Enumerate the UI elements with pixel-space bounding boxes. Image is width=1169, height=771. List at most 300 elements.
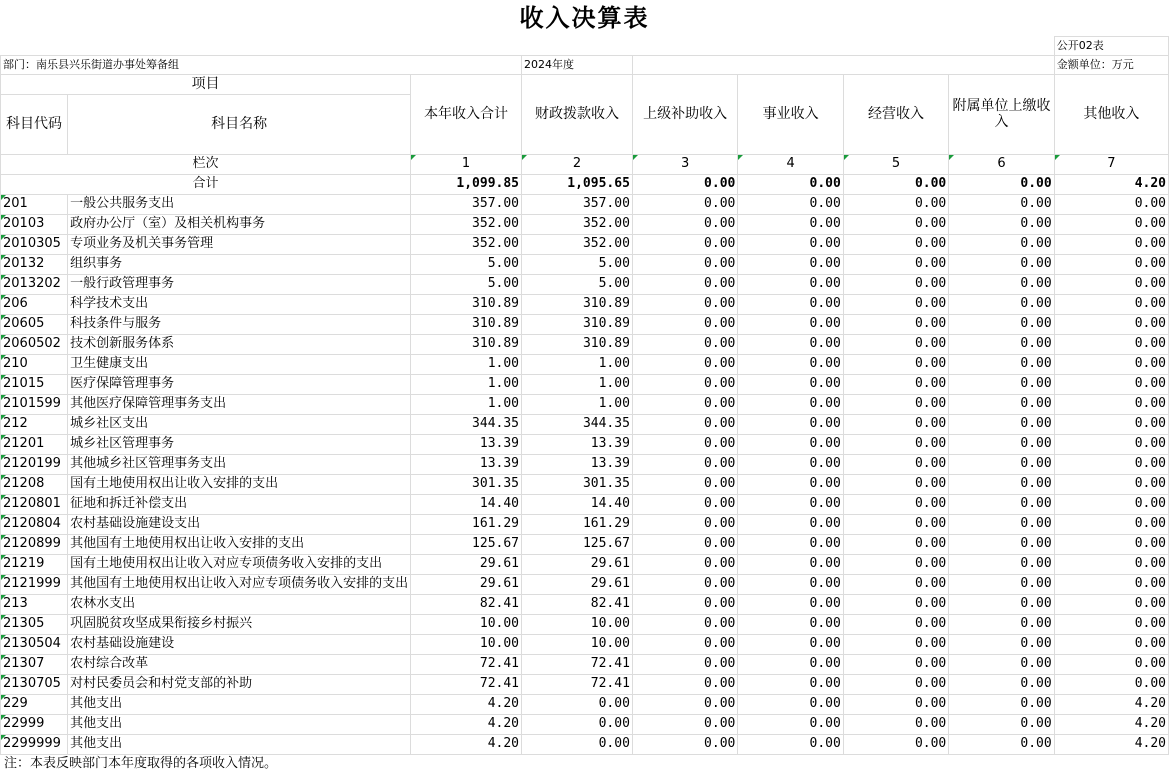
subject-code: 2101599	[1, 394, 68, 414]
table-row	[1, 434, 1169, 454]
amount-cell: 0.00	[949, 534, 1054, 554]
amount-cell: 0.00	[632, 694, 737, 714]
amount-cell: 0.00	[738, 694, 843, 714]
subject-name: 国有土地使用权出让收入安排的支出	[68, 474, 411, 494]
subject-code: 2130504	[1, 634, 68, 654]
amount-cell: 0.00	[738, 654, 843, 674]
table-row	[1, 694, 1169, 714]
amount-cell: 0.00	[738, 294, 843, 314]
amount-cell: 4.20	[411, 694, 522, 714]
amount-cell: 5.00	[411, 274, 522, 294]
subject-code: 210	[1, 354, 68, 374]
amount-cell: 0.00	[949, 434, 1054, 454]
amount-cell: 0.00	[632, 634, 737, 654]
amount-cell: 0.00	[738, 194, 843, 214]
amount-cell: 0.00	[843, 734, 948, 754]
amount-cell: 0.00	[738, 434, 843, 454]
amount-cell: 10.00	[522, 614, 633, 634]
amount-cell: 0.00	[738, 374, 843, 394]
table-row	[1, 354, 1169, 374]
column-index: 1	[411, 154, 522, 174]
amount-cell: 0.00	[1054, 634, 1168, 654]
subject-code: 2121999	[1, 574, 68, 594]
amount-cell: 0.00	[1054, 194, 1168, 214]
amount-cell: 0.00	[522, 714, 633, 734]
amount-cell: 0.00	[1054, 614, 1168, 634]
table-row	[1, 674, 1169, 694]
col-header-2: 财政拨款收入	[522, 74, 633, 154]
amount-cell: 301.35	[411, 474, 522, 494]
column-index: 3	[632, 154, 737, 174]
amount-cell: 1.00	[522, 394, 633, 414]
amount-cell: 0.00	[738, 614, 843, 634]
amount-cell: 0.00	[632, 334, 737, 354]
amount-cell: 0.00	[632, 534, 737, 554]
subject-name: 农村基础设施建设	[68, 634, 411, 654]
amount-cell: 1.00	[411, 354, 522, 374]
amount-cell: 161.29	[411, 514, 522, 534]
amount-cell: 72.41	[522, 654, 633, 674]
amount-cell: 0.00	[949, 634, 1054, 654]
amount-cell: 0.00	[738, 354, 843, 374]
amount-cell: 1.00	[411, 394, 522, 414]
total-value: 1,095.65	[522, 174, 633, 194]
amount-cell: 0.00	[843, 334, 948, 354]
amount-cell: 0.00	[738, 494, 843, 514]
amount-cell: 0.00	[738, 394, 843, 414]
table-row	[1, 214, 1169, 234]
table-row	[1, 374, 1169, 394]
amount-cell: 13.39	[522, 454, 633, 474]
subject-name: 科学技术支出	[68, 294, 411, 314]
total-value: 4.20	[1054, 174, 1168, 194]
subject-code: 21307	[1, 654, 68, 674]
amount-cell: 0.00	[1054, 534, 1168, 554]
amount-cell: 10.00	[522, 634, 633, 654]
amount-cell: 0.00	[632, 314, 737, 334]
amount-cell: 352.00	[522, 234, 633, 254]
amount-cell: 0.00	[1054, 474, 1168, 494]
subject-code: 21208	[1, 474, 68, 494]
table-row	[1, 314, 1169, 334]
amount-cell: 0.00	[949, 494, 1054, 514]
amount-cell: 0.00	[1054, 394, 1168, 414]
subject-name: 卫生健康支出	[68, 354, 411, 374]
subject-code: 201	[1, 194, 68, 214]
subject-name: 农村综合改革	[68, 654, 411, 674]
subject-name: 国有土地使用权出让收入对应专项债务收入安排的支出	[68, 554, 411, 574]
table-row	[1, 454, 1169, 474]
subject-name: 征地和拆迁补偿支出	[68, 494, 411, 514]
amount-cell: 0.00	[632, 594, 737, 614]
subject-code: 21201	[1, 434, 68, 454]
amount-cell: 82.41	[522, 594, 633, 614]
amount-cell: 0.00	[1054, 514, 1168, 534]
table-row	[1, 634, 1169, 654]
amount-cell: 0.00	[738, 414, 843, 434]
amount-cell: 0.00	[949, 474, 1054, 494]
amount-cell: 0.00	[632, 554, 737, 574]
amount-cell: 29.61	[522, 574, 633, 594]
col-header-6: 附属单位上缴收入	[949, 74, 1054, 154]
subject-code: 2120199	[1, 454, 68, 474]
subject-code: 2130705	[1, 674, 68, 694]
subject-code: 2120804	[1, 514, 68, 534]
amount-cell: 0.00	[843, 594, 948, 614]
amount-cell: 13.39	[411, 434, 522, 454]
amount-cell: 0.00	[949, 694, 1054, 714]
subject-code: 2060502	[1, 334, 68, 354]
amount-cell: 0.00	[738, 554, 843, 574]
amount-cell: 0.00	[843, 574, 948, 594]
subject-code: 2013202	[1, 274, 68, 294]
total-value: 0.00	[843, 174, 948, 194]
subject-code: 229	[1, 694, 68, 714]
amount-cell: 0.00	[1054, 234, 1168, 254]
col-header-1: 本年收入合计	[411, 74, 522, 154]
amount-cell: 14.40	[522, 494, 633, 514]
amount-cell: 0.00	[738, 274, 843, 294]
amount-cell: 0.00	[632, 514, 737, 534]
amount-cell: 0.00	[632, 354, 737, 374]
amount-cell: 0.00	[1054, 214, 1168, 234]
table-row	[1, 654, 1169, 674]
table-row	[1, 294, 1169, 314]
table-row	[1, 494, 1169, 514]
table-row	[1, 274, 1169, 294]
subject-name: 政府办公厅（室）及相关机构事务	[68, 214, 411, 234]
amount-cell: 0.00	[949, 374, 1054, 394]
subject-code: 2010305	[1, 234, 68, 254]
col-header-5: 经营收入	[843, 74, 948, 154]
amount-cell: 0.00	[1054, 414, 1168, 434]
amount-cell: 5.00	[411, 254, 522, 274]
amount-cell: 0.00	[843, 434, 948, 454]
subject-name: 农村基础设施建设支出	[68, 514, 411, 534]
amount-cell: 29.61	[411, 554, 522, 574]
column-index: 7	[1054, 154, 1168, 174]
amount-cell: 0.00	[949, 274, 1054, 294]
table-row	[1, 574, 1169, 594]
amount-cell: 0.00	[632, 614, 737, 634]
column-index-label: 栏次	[1, 154, 411, 174]
amount-cell: 0.00	[949, 614, 1054, 634]
amount-cell: 0.00	[738, 254, 843, 274]
amount-cell: 0.00	[1054, 294, 1168, 314]
subject-name: 其他支出	[68, 694, 411, 714]
amount-cell: 357.00	[411, 194, 522, 214]
amount-cell: 0.00	[632, 414, 737, 434]
amount-cell: 0.00	[949, 734, 1054, 754]
amount-cell: 0.00	[632, 374, 737, 394]
amount-cell: 0.00	[738, 634, 843, 654]
subject-name: 其他医疗保障管理事务支出	[68, 394, 411, 414]
subject-code: 21305	[1, 614, 68, 634]
total-value: 0.00	[949, 174, 1054, 194]
total-value: 0.00	[738, 174, 843, 194]
page-title: 收入决算表	[519, 3, 650, 32]
amount-cell: 310.89	[411, 294, 522, 314]
amount-cell: 0.00	[843, 234, 948, 254]
subject-code: 20132	[1, 254, 68, 274]
total-value: 1,099.85	[411, 174, 522, 194]
amount-cell: 0.00	[1054, 654, 1168, 674]
amount-cell: 0.00	[949, 394, 1054, 414]
amount-cell: 0.00	[1054, 434, 1168, 454]
amount-cell: 310.89	[411, 334, 522, 354]
amount-cell: 1.00	[522, 354, 633, 374]
amount-cell: 0.00	[738, 454, 843, 474]
amount-cell: 0.00	[843, 214, 948, 234]
amount-cell: 0.00	[843, 254, 948, 274]
amount-cell: 5.00	[522, 274, 633, 294]
amount-cell: 0.00	[738, 594, 843, 614]
table-row	[1, 714, 1169, 734]
amount-cell: 352.00	[411, 214, 522, 234]
subject-name: 其他支出	[68, 714, 411, 734]
subject-name: 对村民委员会和村党支部的补助	[68, 674, 411, 694]
amount-cell: 0.00	[1054, 674, 1168, 694]
amount-cell: 0.00	[843, 534, 948, 554]
amount-cell: 0.00	[632, 274, 737, 294]
amount-cell: 125.67	[411, 534, 522, 554]
amount-cell: 310.89	[522, 334, 633, 354]
table-row	[1, 234, 1169, 254]
amount-cell: 0.00	[949, 314, 1054, 334]
column-index: 5	[843, 154, 948, 174]
table-row	[1, 614, 1169, 634]
amount-cell: 0.00	[843, 314, 948, 334]
column-index: 4	[738, 154, 843, 174]
amount-cell: 0.00	[843, 614, 948, 634]
amount-cell: 0.00	[632, 474, 737, 494]
subject-code: 206	[1, 294, 68, 314]
item-header: 项目	[1, 74, 411, 94]
subject-name: 技术创新服务体系	[68, 334, 411, 354]
table-row	[1, 534, 1169, 554]
amount-cell: 0.00	[738, 214, 843, 234]
amount-cell: 4.20	[1054, 694, 1168, 714]
amount-cell: 0.00	[1054, 334, 1168, 354]
amount-cell: 0.00	[949, 254, 1054, 274]
amount-cell: 0.00	[738, 474, 843, 494]
amount-cell: 310.89	[522, 294, 633, 314]
amount-cell: 0.00	[1054, 554, 1168, 574]
amount-cell: 0.00	[949, 334, 1054, 354]
amount-cell: 0.00	[843, 634, 948, 654]
amount-cell: 0.00	[843, 514, 948, 534]
table-row	[1, 254, 1169, 274]
amount-cell: 0.00	[632, 254, 737, 274]
amount-cell: 0.00	[843, 414, 948, 434]
amount-cell: 0.00	[738, 734, 843, 754]
code-header: 科目代码	[1, 94, 68, 154]
amount-cell: 0.00	[949, 554, 1054, 574]
table-row	[1, 734, 1169, 754]
subject-name: 一般行政管理事务	[68, 274, 411, 294]
amount-cell: 0.00	[738, 334, 843, 354]
amount-cell: 0.00	[632, 494, 737, 514]
amount-cell: 0.00	[949, 674, 1054, 694]
col-header-7: 其他收入	[1054, 74, 1168, 154]
table-row	[1, 334, 1169, 354]
subject-code: 213	[1, 594, 68, 614]
amount-cell: 0.00	[1054, 374, 1168, 394]
subject-name: 科技条件与服务	[68, 314, 411, 334]
amount-cell: 0.00	[1054, 274, 1168, 294]
table-row	[1, 554, 1169, 574]
amount-cell: 0.00	[843, 474, 948, 494]
amount-cell: 0.00	[949, 454, 1054, 474]
amount-cell: 161.29	[522, 514, 633, 534]
amount-cell: 352.00	[411, 234, 522, 254]
amount-cell: 0.00	[843, 694, 948, 714]
subject-name: 专项业务及机关事务管理	[68, 234, 411, 254]
amount-cell: 0.00	[632, 194, 737, 214]
amount-cell: 72.41	[522, 674, 633, 694]
col-header-4: 事业收入	[738, 74, 843, 154]
subject-name: 医疗保障管理事务	[68, 374, 411, 394]
amount-cell: 0.00	[949, 574, 1054, 594]
amount-cell: 0.00	[843, 494, 948, 514]
subject-code: 20103	[1, 214, 68, 234]
amount-cell: 0.00	[738, 534, 843, 554]
amount-cell: 0.00	[632, 434, 737, 454]
amount-cell: 0.00	[632, 734, 737, 754]
amount-cell: 0.00	[843, 394, 948, 414]
amount-cell: 0.00	[949, 194, 1054, 214]
amount-cell: 0.00	[949, 354, 1054, 374]
subject-code: 20605	[1, 314, 68, 334]
amount-unit: 金额单位：万元	[1054, 55, 1168, 74]
col-header-3: 上级补助收入	[632, 74, 737, 154]
amount-cell: 10.00	[411, 634, 522, 654]
amount-cell: 0.00	[522, 734, 633, 754]
amount-cell: 344.35	[411, 414, 522, 434]
amount-cell: 1.00	[411, 374, 522, 394]
table-row	[1, 414, 1169, 434]
amount-cell: 0.00	[632, 294, 737, 314]
subject-name: 农林水支出	[68, 594, 411, 614]
amount-cell: 0.00	[632, 454, 737, 474]
name-header: 科目名称	[68, 94, 411, 154]
total-value: 0.00	[632, 174, 737, 194]
amount-cell: 0.00	[843, 194, 948, 214]
amount-cell: 0.00	[949, 514, 1054, 534]
table-row	[1, 514, 1169, 534]
amount-cell: 0.00	[1054, 314, 1168, 334]
subject-name: 组织事务	[68, 254, 411, 274]
amount-cell: 0.00	[738, 234, 843, 254]
amount-cell: 0.00	[522, 694, 633, 714]
amount-cell: 0.00	[632, 674, 737, 694]
subject-name: 城乡社区管理事务	[68, 434, 411, 454]
amount-cell: 0.00	[843, 554, 948, 574]
amount-cell: 357.00	[522, 194, 633, 214]
amount-cell: 352.00	[522, 214, 633, 234]
subject-code: 2120899	[1, 534, 68, 554]
amount-cell: 344.35	[522, 414, 633, 434]
amount-cell: 0.00	[632, 714, 737, 734]
amount-cell: 0.00	[738, 574, 843, 594]
form-code: 公开02表	[1054, 36, 1168, 55]
amount-cell: 0.00	[632, 654, 737, 674]
amount-cell: 0.00	[949, 294, 1054, 314]
amount-cell: 0.00	[949, 594, 1054, 614]
subject-name: 巩固脱贫攻坚成果衔接乡村振兴	[68, 614, 411, 634]
fiscal-year: 2024年度	[522, 55, 633, 74]
amount-cell: 0.00	[1054, 594, 1168, 614]
amount-cell: 0.00	[1054, 354, 1168, 374]
amount-cell: 0.00	[843, 294, 948, 314]
amount-cell: 0.00	[632, 394, 737, 414]
amount-cell: 310.89	[522, 314, 633, 334]
amount-cell: 0.00	[949, 414, 1054, 434]
amount-cell: 0.00	[632, 214, 737, 234]
amount-cell: 301.35	[522, 474, 633, 494]
subject-code: 212	[1, 414, 68, 434]
subject-name: 其他支出	[68, 734, 411, 754]
amount-cell: 0.00	[738, 514, 843, 534]
amount-cell: 14.40	[411, 494, 522, 514]
amount-cell: 0.00	[949, 214, 1054, 234]
amount-cell: 72.41	[411, 654, 522, 674]
amount-cell: 0.00	[949, 234, 1054, 254]
amount-cell: 1.00	[522, 374, 633, 394]
amount-cell: 125.67	[522, 534, 633, 554]
column-index: 2	[522, 154, 633, 174]
subject-code: 21219	[1, 554, 68, 574]
amount-cell: 13.39	[522, 434, 633, 454]
amount-cell: 0.00	[843, 674, 948, 694]
department-label: 部门：南乐县兴乐街道办事处筹备组	[1, 55, 522, 74]
amount-cell: 4.20	[1054, 714, 1168, 734]
subject-name: 一般公共服务支出	[68, 194, 411, 214]
amount-cell: 0.00	[738, 714, 843, 734]
amount-cell: 29.61	[411, 574, 522, 594]
amount-cell: 5.00	[522, 254, 633, 274]
table-row	[1, 394, 1169, 414]
amount-cell: 0.00	[949, 654, 1054, 674]
subject-code: 21015	[1, 374, 68, 394]
amount-cell: 0.00	[632, 234, 737, 254]
subject-code: 22999	[1, 714, 68, 734]
amount-cell: 29.61	[522, 554, 633, 574]
amount-cell: 0.00	[1054, 454, 1168, 474]
amount-cell: 0.00	[843, 374, 948, 394]
amount-cell: 0.00	[738, 674, 843, 694]
amount-cell: 10.00	[411, 614, 522, 634]
subject-name: 其他国有土地使用权出让收入对应专项债务收入安排的支出	[68, 574, 411, 594]
amount-cell: 0.00	[843, 654, 948, 674]
amount-cell: 0.00	[1054, 494, 1168, 514]
column-index: 6	[949, 154, 1054, 174]
amount-cell: 0.00	[632, 574, 737, 594]
subject-code: 2299999	[1, 734, 68, 754]
amount-cell: 310.89	[411, 314, 522, 334]
table-row	[1, 594, 1169, 614]
table-note: 注：本表反映部门本年度取得的各项收入情况。	[4, 756, 278, 771]
amount-cell: 0.00	[843, 354, 948, 374]
amount-cell: 4.20	[411, 734, 522, 754]
total-label: 合计	[1, 174, 411, 194]
subject-name: 其他国有土地使用权出让收入安排的支出	[68, 534, 411, 554]
amount-cell: 4.20	[1054, 734, 1168, 754]
table-row	[1, 194, 1169, 214]
subject-name: 其他城乡社区管理事务支出	[68, 454, 411, 474]
amount-cell: 4.20	[411, 714, 522, 734]
amount-cell: 0.00	[1054, 254, 1168, 274]
